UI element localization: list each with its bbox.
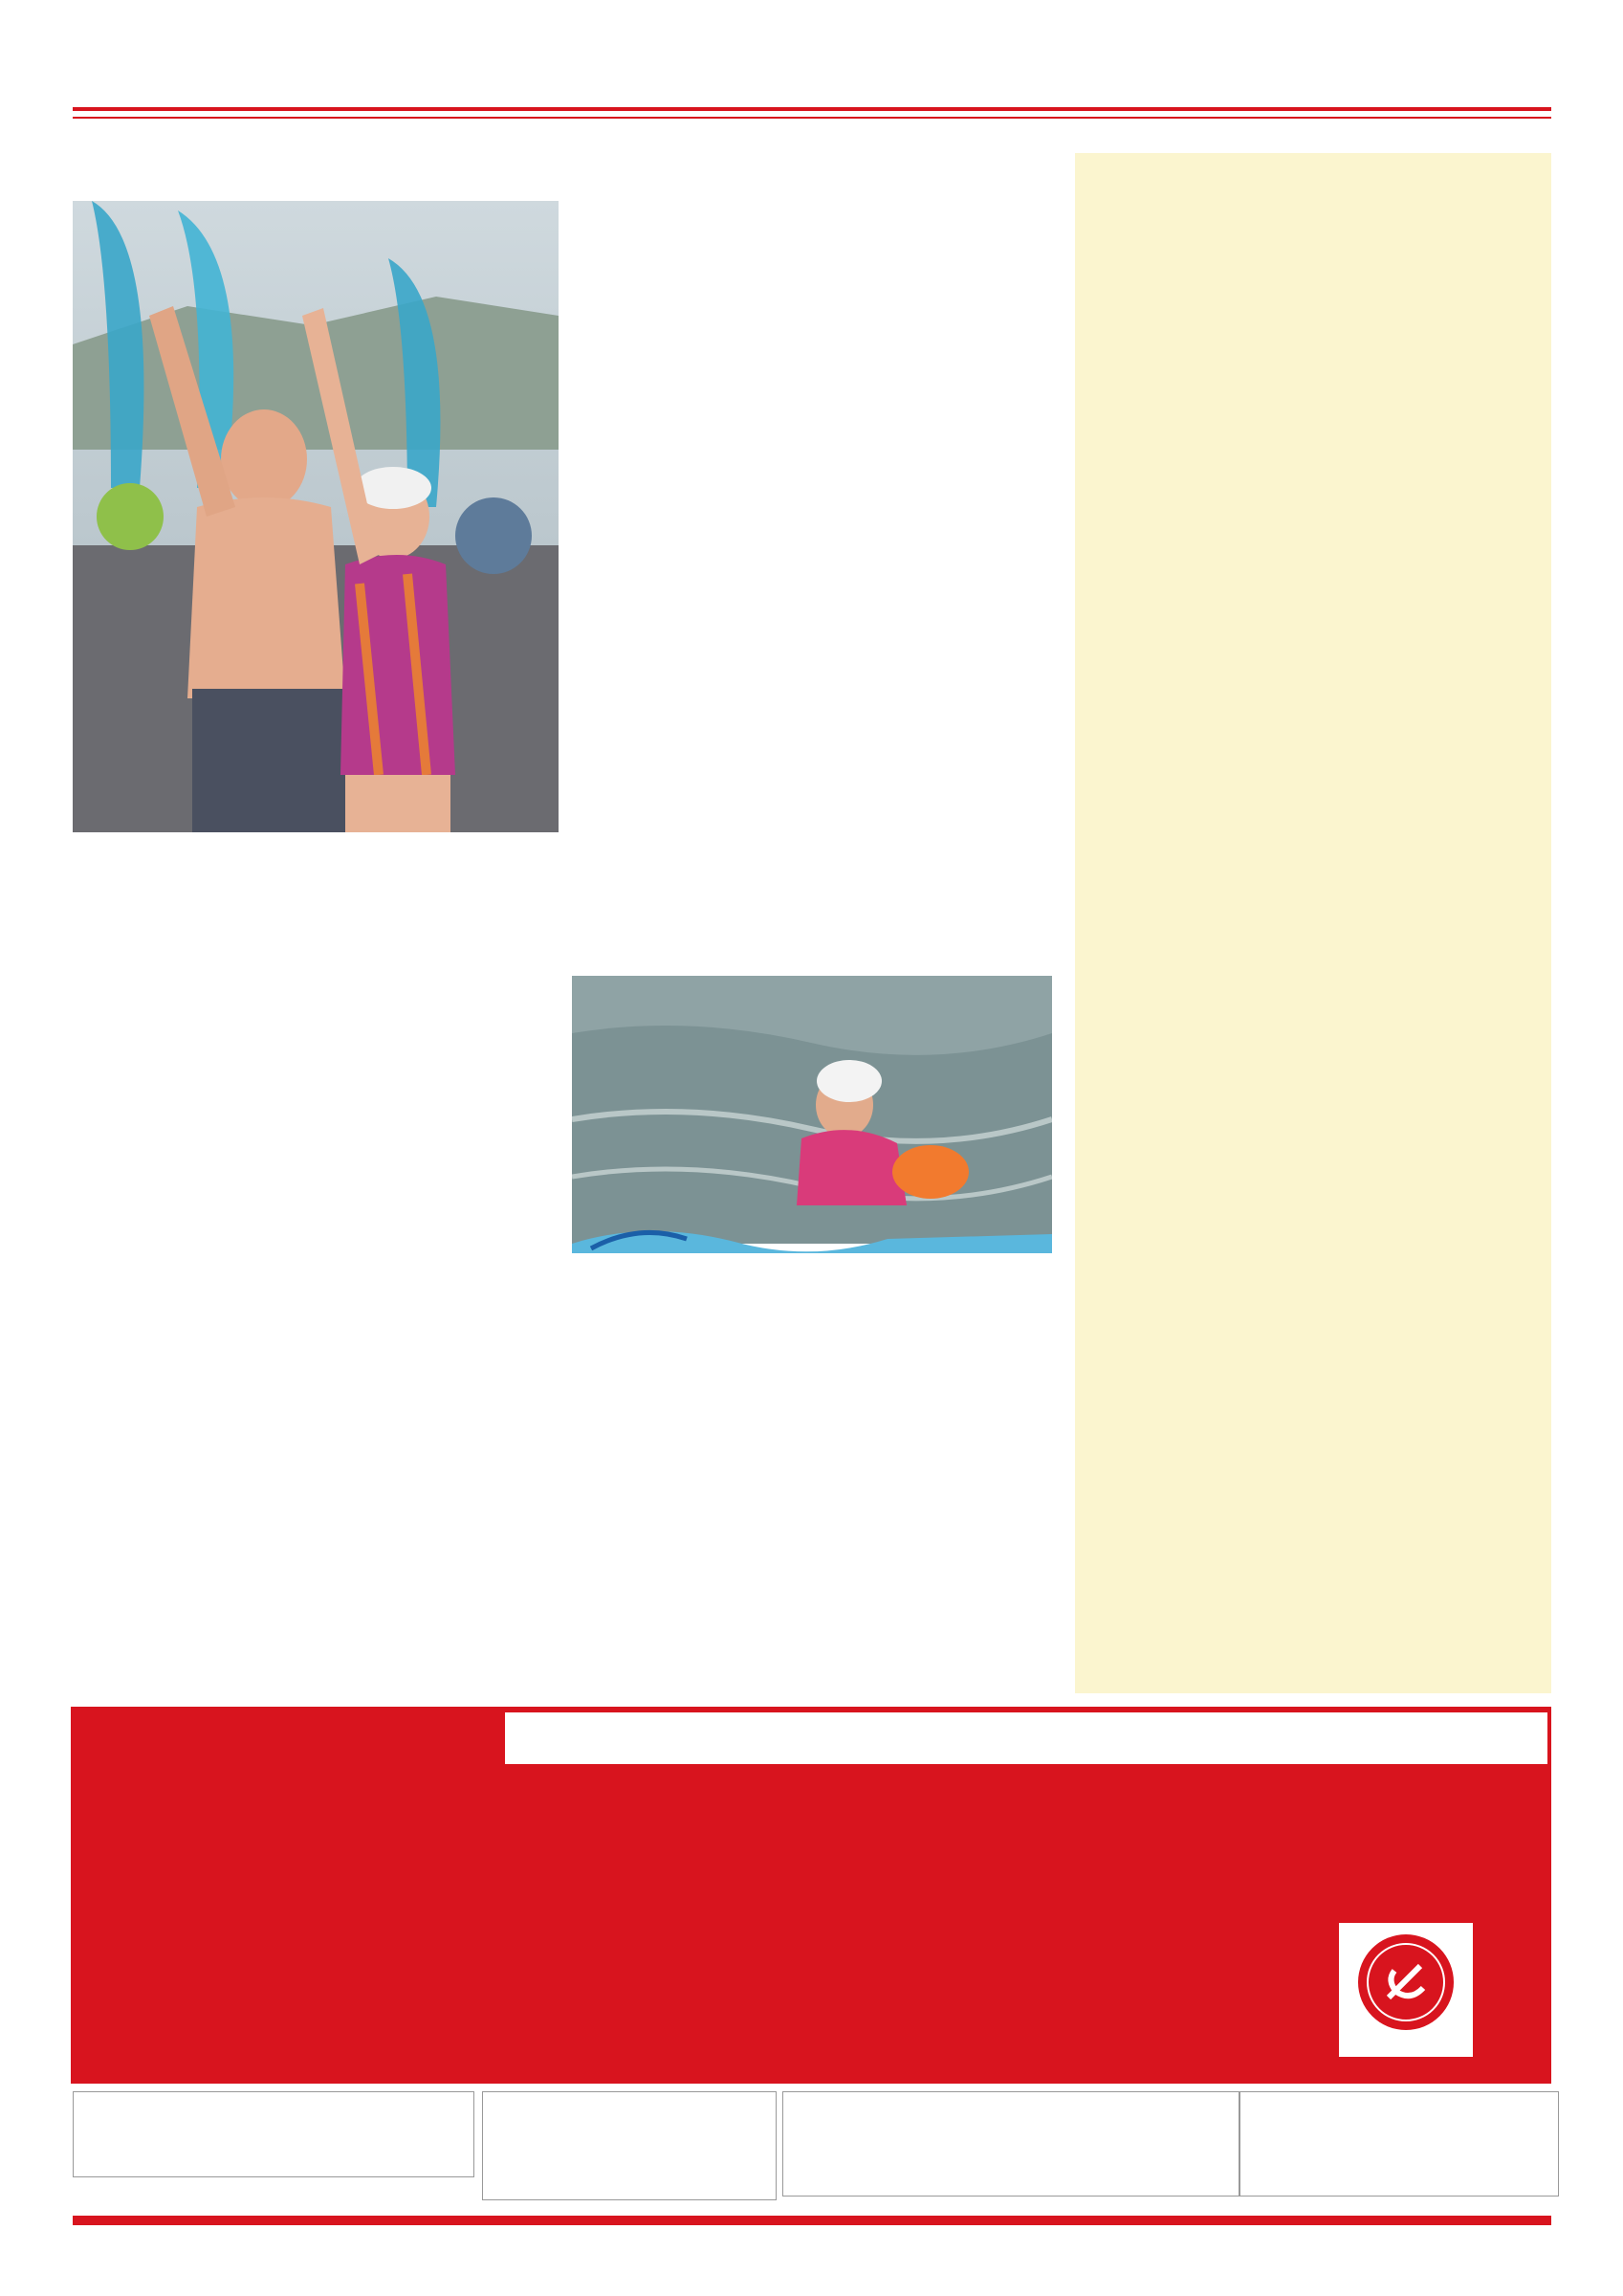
photo-swimmers-illustration bbox=[73, 201, 559, 832]
footer-founder bbox=[1239, 2091, 1559, 2197]
footer-disclaimer bbox=[782, 2091, 1239, 2197]
photo-swimmer-finish bbox=[572, 976, 1052, 1299]
footer-registration bbox=[73, 2091, 474, 2177]
top-rule-thin bbox=[73, 117, 1551, 119]
article-column-2-bottom bbox=[571, 1326, 1052, 1328]
top-rule bbox=[73, 107, 1551, 111]
footer-printing bbox=[482, 2091, 777, 2200]
poem-sidebar bbox=[1075, 153, 1551, 1693]
kprf-badge bbox=[1339, 1923, 1473, 2057]
bottom-rule bbox=[73, 2216, 1551, 2225]
kprf-logo-icon bbox=[1339, 1923, 1473, 2057]
social-banner bbox=[505, 1712, 1547, 1764]
photo-swimmers bbox=[73, 201, 559, 832]
photo-swimmer-illustration bbox=[572, 976, 1052, 1299]
